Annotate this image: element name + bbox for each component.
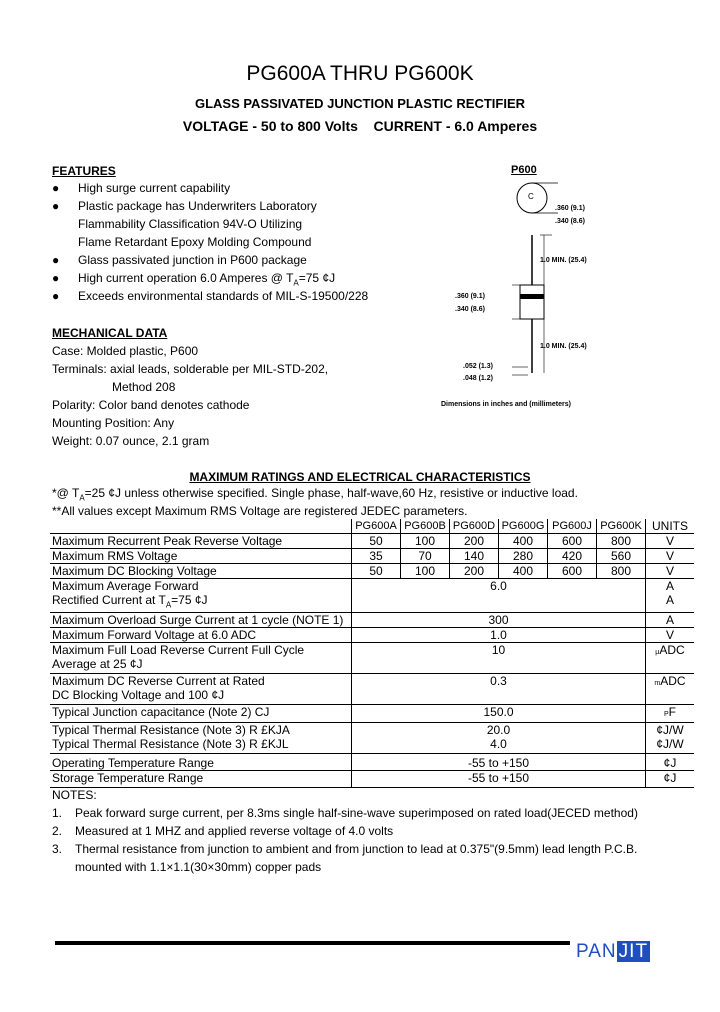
table-row: Maximum Full Load Reverse Current Full Cycle Average at 25 ¢J 10 µADC <box>50 643 694 674</box>
table-row: Maximum Average Forward Rectified Current at $T_A=75$ ¢J 6.0 A A <box>50 579 694 613</box>
dimension-caption: Dimensions in inches and (millimeters) <box>441 401 571 408</box>
footer-rule <box>55 941 570 945</box>
page-subtitle: GLASS PASSIVATED JUNCTION PLASTIC RECTIFIER <box>194 96 526 111</box>
feature-item: ● Exceeds environmental standards of MIL-S-19500/228 <box>52 289 369 303</box>
dimension-label: 1.0 MIN. (25.4) <box>540 257 587 264</box>
column-header: UNITS <box>652 519 688 533</box>
notes-heading: NOTES: <box>52 788 97 802</box>
mechanical-heading: MECHANICAL DATA <box>52 326 168 340</box>
panjit-logo: PAN JIT <box>576 941 649 962</box>
table-row: Maximum RMS Voltage 35 70 140 280 420 560 V <box>50 549 694 564</box>
column-header: PG600J <box>548 519 597 534</box>
table-row: Maximum Recurrent Peak Reverse Voltage 50 100 200 400 600 800 V <box>50 534 694 549</box>
table-row: Operating Temperature Range -55 to +150 ¢J <box>50 754 694 771</box>
bullet-icon: ● <box>52 199 60 213</box>
mechanical-line: Mounting Position: Any <box>52 416 175 430</box>
dimension-label: .340 (8.6) <box>555 218 585 225</box>
note-text: Thermal resistance from junction to ambient and from junction to lead at 0.375"(9.5mm) lead length P.C.B. <box>75 842 638 856</box>
bullet-icon: ● <box>52 271 60 285</box>
note-number: 3. <box>52 842 63 856</box>
feature-item: ● High current operation 6.0 Amperes @ $T_A=75$ ¢J <box>52 271 336 288</box>
feature-item-cont: Flammability Classification 94V-O Utilizing <box>78 217 303 231</box>
conditions-note: *@ $T_A=25$ ¢J unless otherwise specified. Single phase, half-wave,60 Hz, resistive or inductive load. <box>52 486 578 503</box>
features-heading: FEATURES <box>52 164 116 178</box>
voltage-range: VOLTAGE - 50 to 800 Volts <box>182 118 358 134</box>
feature-item: ● High surge current capability <box>52 181 231 195</box>
table-row: Typical Thermal Resistance (Note 3) R £KJL 4.0 ¢J/W <box>50 737 694 754</box>
ratings-heading: MAXIMUM RATINGS AND ELECTRICAL CHARACTERISTICS <box>189 470 531 484</box>
column-header: PG600A <box>352 519 401 534</box>
table-row: Maximum DC Reverse Current at Rated DC Blocking Voltage and 100 ¢J 0.3 mADC <box>50 674 694 705</box>
table-header-row <box>50 519 694 534</box>
ratings-table <box>50 519 694 788</box>
table-row: Typical Junction capacitance (Note 2) CJ 150.0 PF <box>50 705 694 723</box>
package-label: P600 <box>511 164 537 176</box>
feature-item: ● Glass passivated junction in P600 package <box>52 253 307 267</box>
page-title: PG600A THRU PG600K <box>246 62 474 85</box>
center-mark: C <box>528 192 534 201</box>
dimension-label: .048 (1.2) <box>463 375 493 382</box>
mechanical-line: Weight: 0.07 ounce, 2.1 gram <box>52 434 210 448</box>
bullet-icon: ● <box>52 181 60 195</box>
table-row: Maximum DC Blocking Voltage 50 100 200 400 600 800 V <box>50 564 694 579</box>
note-number: 2. <box>52 824 63 838</box>
column-header: PG600K <box>597 519 646 534</box>
column-header: PG600D <box>450 519 499 534</box>
table-row: Storage Temperature Range -55 to +150 ¢J <box>50 771 694 788</box>
bullet-icon: ● <box>52 253 60 267</box>
bullet-icon: ● <box>52 289 60 303</box>
current-rating: CURRENT - 6.0 Amperes <box>373 118 538 134</box>
cathode-band <box>520 294 544 299</box>
table-row: Maximum Overload Surge Current at 1 cycle (NOTE 1) 300 A <box>50 613 694 628</box>
mechanical-line: Terminals: axial leads, solderable per MIL-STD-202, <box>52 362 329 376</box>
jedec-note: **All values except Maximum RMS Voltage are registered JEDEC parameters. <box>52 504 468 518</box>
note-text-cont: mounted with 1.1×1.1(30×30mm) copper pads <box>75 860 322 874</box>
package-outline-diagram <box>440 175 620 385</box>
column-header: PG600B <box>401 519 450 534</box>
mechanical-line: Method 208 <box>112 380 176 394</box>
dimension-label: .052 (1.3) <box>463 363 493 370</box>
voltage-current-line <box>0 118 720 134</box>
note-number: 1. <box>52 806 63 820</box>
mechanical-line: Case: Molded plastic, P600 <box>52 344 199 358</box>
table-row: Maximum Forward Voltage at 6.0 ADC 1.0 V <box>50 628 694 643</box>
note-text: Measured at 1 MHZ and applied reverse voltage of 4.0 volts <box>75 824 394 838</box>
feature-item: ● Plastic package has Underwriters Laboratory <box>52 199 317 213</box>
dimension-label: .360 (9.1) <box>555 205 585 212</box>
dimension-label: 1.0 MIN. (25.4) <box>540 343 587 350</box>
feature-item-cont: Flame Retardant Epoxy Molding Compound <box>78 235 312 249</box>
diode-body <box>520 285 544 319</box>
dimension-label: .360 (9.1) <box>455 293 485 300</box>
column-header: PG600G <box>499 519 548 534</box>
mechanical-line: Polarity: Color band denotes cathode <box>52 398 250 412</box>
dimension-label: .340 (8.6) <box>455 306 485 313</box>
table-row: Typical Thermal Resistance (Note 3) R £KJA 20.0 ¢J/W <box>50 723 694 738</box>
note-text: Peak forward surge current, per 8.3ms single half-sine-wave superimposed on rated load(JECED method) <box>75 806 638 820</box>
